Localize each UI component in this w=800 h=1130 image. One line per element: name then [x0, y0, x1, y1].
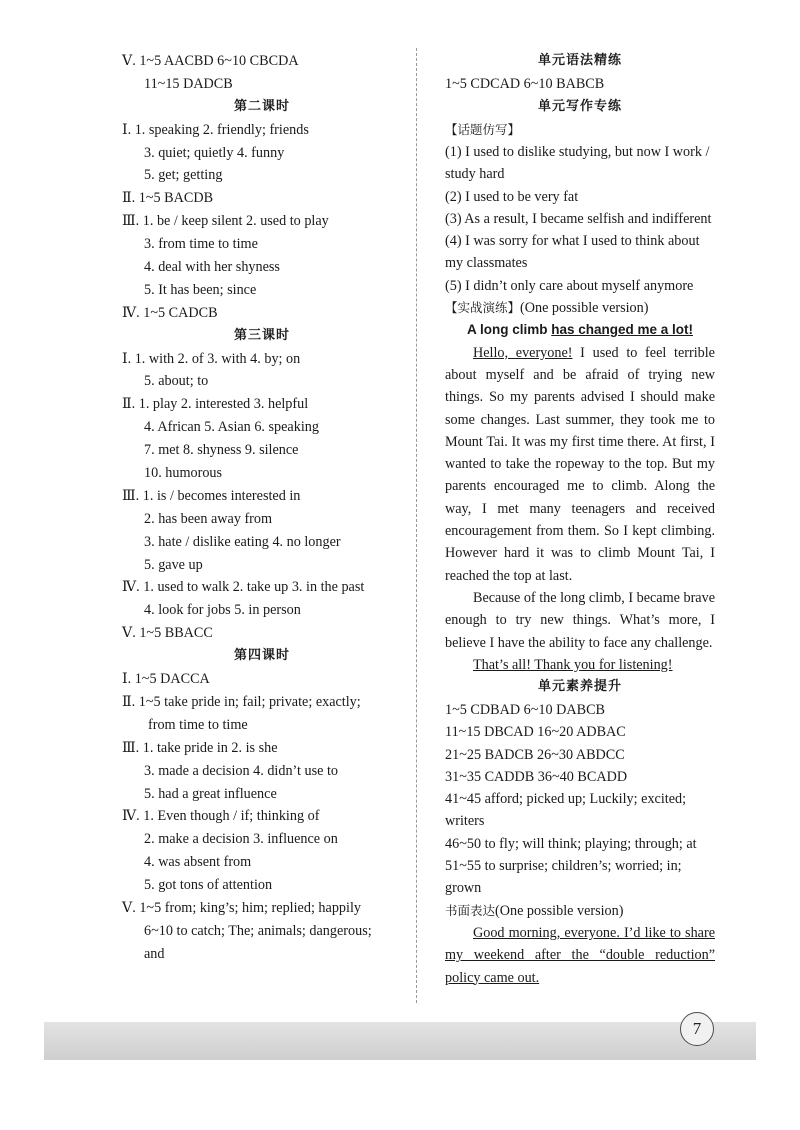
- answer-line: 7. met 8. shyness 9. silence: [144, 442, 299, 459]
- expression-label-line: [445, 900, 715, 922]
- answer-line: 2. make a decision 3. influence on: [144, 831, 338, 848]
- right-column: [445, 50, 715, 989]
- essay-paragraph-2: Because of the long climb, I became brave enough to try new things. What’s more, I believe I have the ability to face any challenge.: [445, 589, 715, 651]
- left-column: [122, 50, 402, 966]
- page-number: 7: [680, 1012, 714, 1046]
- answer-line: 5. had a great influence: [144, 785, 277, 802]
- answer-line: 5. get; getting: [144, 167, 223, 184]
- answer-line: 5. gave up: [144, 556, 203, 573]
- essay-paragraph-3: [445, 654, 715, 676]
- topic-label: 【话题仿写】: [445, 121, 521, 137]
- answer-line: Ⅲ. 1. be / keep silent 2. used to play: [122, 213, 329, 230]
- topic-line: my classmates: [445, 255, 528, 272]
- quality-answer-line: 46~50 to fly; will think; playing; through; at: [445, 835, 697, 852]
- quality-answer-line: 11~15 DBCAD 16~20 ADBAC: [445, 724, 626, 741]
- quality-answer-line: 41~45 afford; picked up; Luckily; excited;: [445, 791, 687, 808]
- answer-line: from time to time: [148, 716, 248, 733]
- answer-line: 3. from time to time: [144, 236, 258, 253]
- topic-line: (2) I used to be very fat: [445, 188, 579, 205]
- answer-line: 11~15 DADCB: [144, 75, 233, 92]
- answer-line: 3. made a decision 4. didn’t use to: [144, 762, 338, 779]
- answer-line: Ⅳ. 1. Even though / if; thinking of: [122, 808, 320, 825]
- topic-lines: [445, 141, 715, 297]
- essay-title: [445, 319, 715, 341]
- practice-note: (One possible version): [520, 300, 649, 317]
- answer-line: Ⅴ. 1~5 from; king’s; him; replied; happily: [122, 899, 361, 916]
- answer-line: Ⅳ. 1~5 CADCB: [122, 304, 218, 321]
- answer-line: Ⅱ. 1~5 BACDB: [122, 190, 214, 207]
- expression-paragraph: [445, 922, 715, 989]
- answer-line: Ⅴ. 1~5 AACBD 6~10 CBCDA: [122, 53, 299, 69]
- essay-paragraph-1-text: I used to feel terrible about myself and be afraid of trying new things. So my parents advised I should make some changes. Last summer, they took me to Mount Tai. It was my first time there. At first, I wanted to take the ropeway to the top. But my parents encouraged me to climb. Along the way, I met many teenagers and received encouragement from them. So I kept climbing. However hard it was to climb Mount Tai, I reached the top at last.: [445, 344, 715, 584]
- section-heading-writing: 单元写作专练: [537, 98, 622, 114]
- essay-title-underlined: has changed me a lot!: [551, 322, 694, 338]
- footer-bar: [44, 1022, 756, 1060]
- answer-line: 5. about; to: [144, 373, 209, 390]
- answer-line: Ⅱ. 1~5 take pride in; fail; private; exactly;: [122, 693, 361, 710]
- practice-label: 【实战演练】: [445, 300, 521, 316]
- answer-line: 4. look for jobs 5. in person: [144, 602, 301, 619]
- quality-answer-line: grown: [445, 880, 482, 897]
- answer-line: Ⅳ. 1. used to walk 2. take up 3. in the past: [122, 579, 365, 596]
- essay-title-plain: A long climb: [466, 322, 552, 338]
- quality-answer-line: 51~55 to surprise; children’s; worried; in;: [445, 858, 682, 875]
- essay-greeting: Hello, everyone!: [473, 344, 573, 361]
- expression-label: 书面表达: [445, 902, 496, 918]
- essay-closing: That’s all! Thank you for listening!: [473, 656, 673, 673]
- quality-answer-line: 31~35 CADDB 36~40 BCADD: [445, 768, 628, 785]
- answer-line: 3. quiet; quietly 4. funny: [144, 144, 285, 161]
- answer-line: Ⅱ. 1. play 2. interested 3. helpful: [122, 396, 309, 413]
- answer-line: 4. was absent from: [144, 854, 252, 871]
- answer-line: 4. African 5. Asian 6. speaking: [144, 419, 319, 436]
- answer-line: Ⅰ. 1. speaking 2. friendly; friends: [122, 121, 309, 138]
- answer-line: 5. got tons of attention: [144, 877, 273, 894]
- section-heading: 第二课时: [233, 98, 290, 114]
- expression-text: Good morning, everyone. I’d like to share my weekend after the “double reduction” policy came out.: [445, 924, 715, 986]
- answer-line: Ⅲ. 1. take pride in 2. is she: [122, 739, 278, 756]
- grammar-answers: 1~5 CDCAD 6~10 BABCB: [445, 75, 605, 92]
- answer-line: Ⅲ. 1. is / becomes interested in: [122, 487, 301, 504]
- answer-line: Ⅰ. 1~5 DACCA: [122, 671, 210, 688]
- topic-line: study hard: [445, 166, 505, 183]
- answer-line: 5. It has been; since: [144, 281, 257, 298]
- essay-paragraph-1: [445, 342, 715, 587]
- quality-answer-line: 21~25 BADCB 26~30 ABDCC: [445, 746, 625, 763]
- answer-line: 2. has been away from: [144, 510, 273, 527]
- answer-line: Ⅴ. 1~5 BBACC: [122, 625, 213, 642]
- answer-line: and: [144, 945, 165, 962]
- quality-answer-line: writers: [445, 813, 485, 830]
- section-heading-grammar: 单元语法精练: [537, 53, 622, 68]
- topic-line: (1) I used to dislike studying, but now I work /: [445, 143, 710, 160]
- section-heading-quality: 单元素养提升: [537, 679, 622, 695]
- topic-line: (5) I didn’t only care about myself anymore: [445, 277, 694, 294]
- section-heading: 第四课时: [233, 648, 290, 664]
- answer-line: 4. deal with her shyness: [144, 259, 280, 276]
- answer-line: 6~10 to catch; The; animals; dangerous;: [144, 922, 372, 939]
- answer-line: 10. humorous: [144, 465, 223, 482]
- answer-line: Ⅰ. 1. with 2. of 3. with 4. by; on: [122, 350, 301, 367]
- quality-answers: [445, 699, 715, 900]
- section-heading: 第三课时: [233, 327, 290, 343]
- quality-answer-line: 1~5 CDBAD 6~10 DABCB: [445, 701, 606, 718]
- expression-note: (One possible version): [495, 902, 624, 919]
- topic-line: (3) As a result, I became selfish and indifferent: [445, 210, 712, 227]
- answer-line: 3. hate / dislike eating 4. no longer: [144, 533, 341, 550]
- column-divider: [416, 48, 417, 1003]
- practice-label-line: [445, 297, 715, 319]
- topic-line: (4) I was sorry for what I used to think about: [445, 233, 700, 250]
